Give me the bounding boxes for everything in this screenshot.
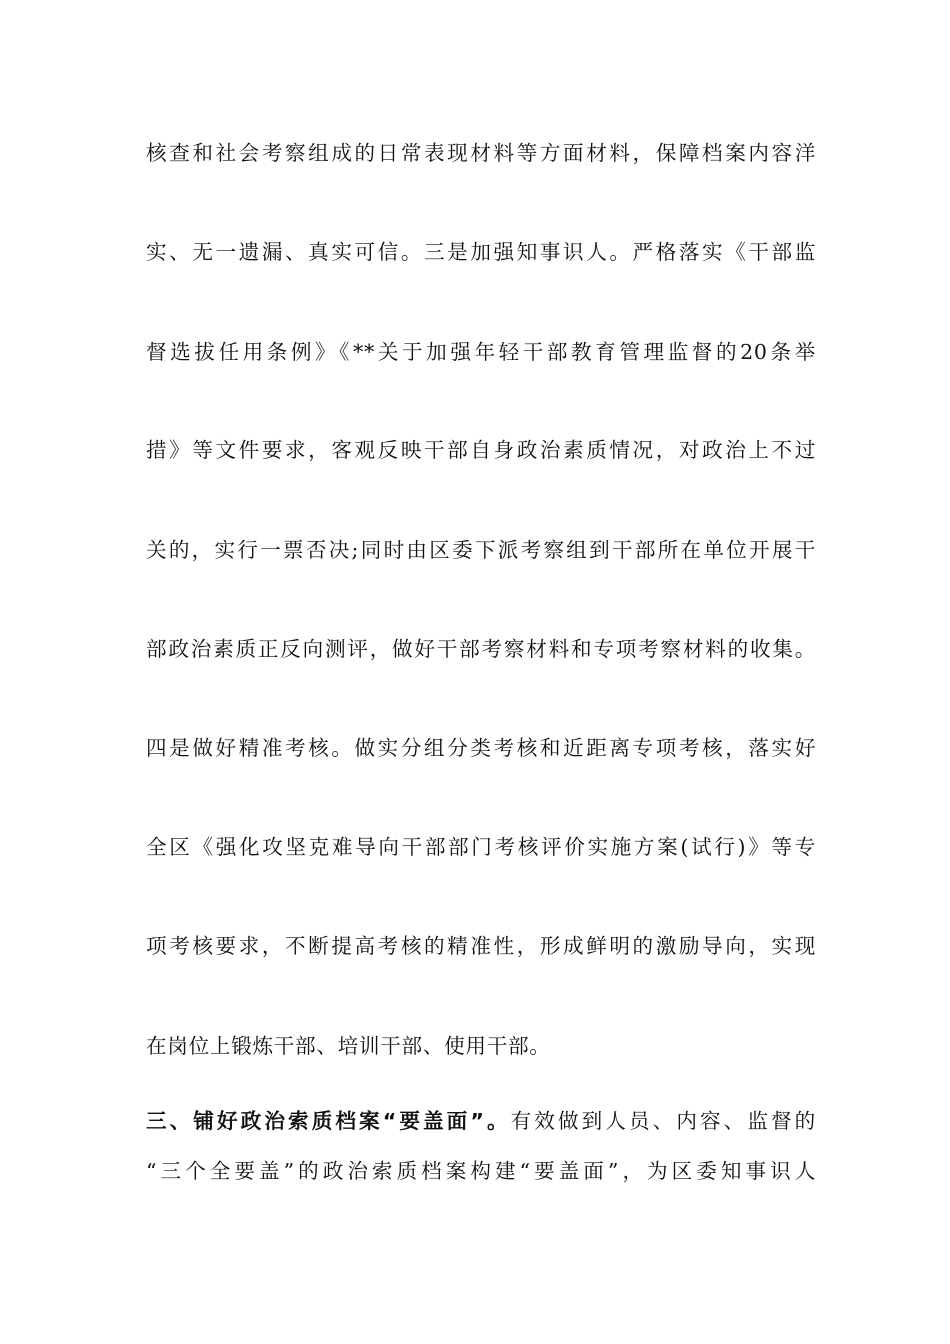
paragraph-line: 四是做好精准考核。做实分组分类考核和近距离专项考核，落实好 bbox=[146, 736, 816, 760]
paragraph-line: 关的，实行一票否决;同时由区委下派考察组到干部所在单位开展干 bbox=[146, 538, 816, 562]
section-text: 有效做到人员、内容、监督的 bbox=[510, 1109, 816, 1133]
paragraph-line: 在岗位上锻炼干部、培训干部、使用干部。 bbox=[146, 1034, 551, 1058]
section-paragraph-line: “三个全要盖”的政治索质档案构建“要盖面”，为区委知事识人 bbox=[146, 1159, 816, 1183]
paragraph-line: 项考核要求，不断提高考核的精准性，形成鲜明的激励导向，实现 bbox=[146, 934, 816, 958]
paragraph-line: 实、无一遗漏、真实可信。三是加强知事识人。严格落实《干部监 bbox=[146, 240, 816, 264]
section-heading: 三、铺好政治索质档案“要盖面”。 bbox=[146, 1109, 511, 1133]
paragraph-line: 措》等文件要求，客观反映干部自身政治素质情况，对政治上不过 bbox=[146, 438, 816, 462]
paragraph-line: 核查和社会考察组成的日常表现材料等方面材料，保障档案内容洋 bbox=[146, 141, 816, 165]
section-paragraph-line bbox=[146, 1106, 816, 1136]
paragraph-line: 全区《强化攻坚克难导向干部部门考核评价实施方案(试行)》等专 bbox=[146, 835, 816, 859]
paragraph-line: 部政治素质正反向测评，做好干部考察材料和专项考察材料的收集。 bbox=[146, 637, 816, 661]
paragraph-line: 督选拔任用条例》《**关于加强年轻干部教育管理监督的20条举 bbox=[146, 340, 816, 364]
